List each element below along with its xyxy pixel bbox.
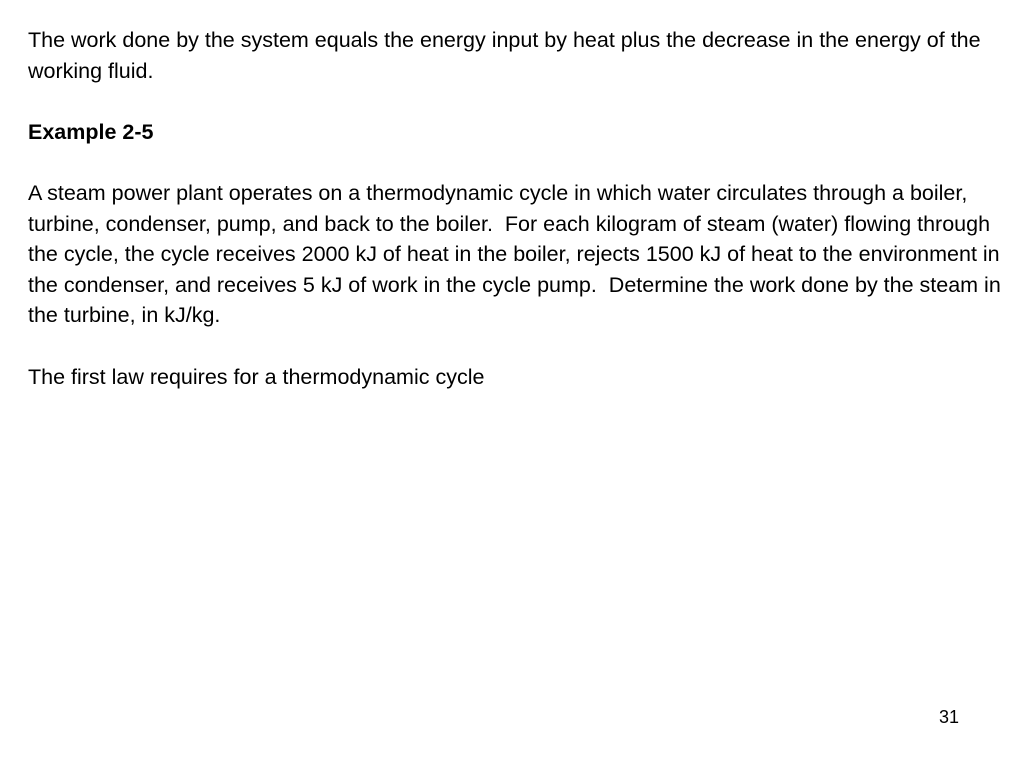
page-number: 31 bbox=[939, 707, 960, 727]
intro-paragraph: The work done by the system equals the energy input by heat plus the decrease in the energy of the working fluid. bbox=[28, 28, 987, 83]
problem-paragraph: A steam power plant operates on a thermodynamic cycle in which water circulates through a boiler, turbine, condenser, pump, and back to the boiler. For each kilogram of steam (water) flowing through the cycle, the cycle receives 2000 kJ of heat in the boiler, rejects 1500 kJ of heat to the environment in the condenser, and receives 5 kJ of work in the cycle pump. Determine the work done by the steam in the turbine, in kJ/kg. bbox=[28, 180, 1007, 328]
closing-paragraph: The first law requires for a thermodynamic cycle bbox=[28, 364, 485, 389]
slide-content bbox=[28, 25, 1007, 423]
example-title: Example 2-5 bbox=[28, 119, 154, 144]
